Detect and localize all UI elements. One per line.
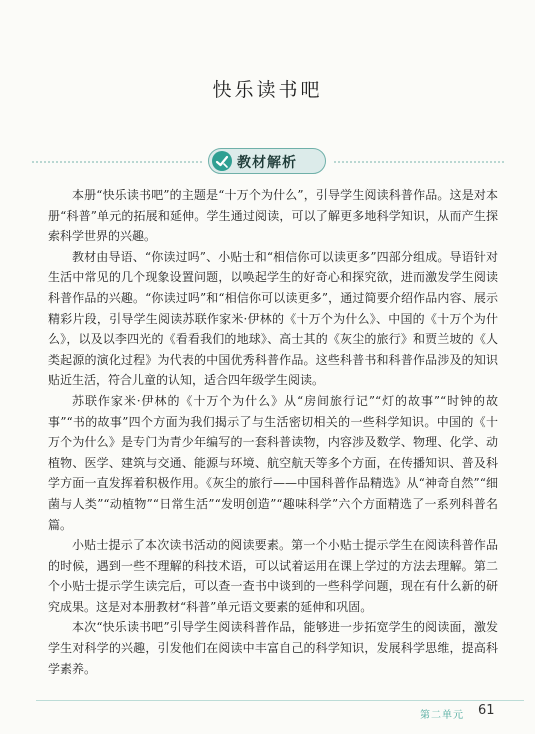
paragraph-4: 小贴士提示了本次读书活动的阅读要素。第一个小贴士提示学生在阅读科普作品的时候，遇到一些不理解的科技术语，可以试着运用在课上学过的方法去理解。第二个小贴士提示学生读完后，可以查一查书中谈到的一些科学问题，现在有什么新的研究成果。这是对本册教材“科普”单元语文要素的延伸和巩固。 (48, 538, 498, 614)
paragraph-1: 本册“快乐读书吧”的主题是“十万个为什么”，引导学生阅读科普作品。这是对本册“科普”单元的拓展和延伸。学生通过阅读，可以了解更多地科学知识，从而产生探索科学世界的兴趣。 (48, 188, 498, 244)
page-title: 快乐读书吧 (212, 79, 323, 101)
paragraph-5: 本次“快乐读书吧”引导学生阅读科普作品，能够进一步拓宽学生的阅读面，激发学生对科学的兴趣，引发他们在阅读中丰富自己的科学知识，发展科学思维，提高科学素养。 (48, 620, 498, 676)
body-text (48, 185, 498, 679)
pencil-check-icon (212, 151, 232, 171)
dotted-divider-right (334, 161, 504, 163)
section-header (32, 148, 504, 176)
dotted-divider-left (32, 161, 202, 163)
section-label: 教材解析 (237, 155, 297, 171)
section-label-pill (208, 148, 326, 174)
page-number: 61 (478, 703, 495, 718)
paragraph-3: 苏联作家米·伊林的《十万个为什么》从“房间旅行记”“灯的故事”“时钟的故事”“书的故事”四个方面为我们揭示了与生活密切相关的一些科学知识。中国的《十万个为什么》是专门为青少年编写的一套科普读物，内容涉及数学、物理、化学、动植物、医学、建筑与交通、能源与环境、航空航天等多个方面，在传播知识、普及科学方面一直发挥着积极作用。《灰尘的旅行——中国科普作品精选》从“神奇自然”“细菌与人类”“动植物”“日常生活”“发明创造”“趣味科学”六个方面精选了一系列科普名篇。 (48, 393, 498, 532)
footer-divider (36, 700, 524, 701)
paragraph-2: 教材由导语、“你读过吗”、小贴士和“相信你可以读更多”四部分组成。导语针对生活中常见的几个现象设置问题，以唤起学生的好奇心和探究欲，进而激发学生阅读科普作品的兴趣。“你读过吗”和“相信你可以读更多”，通过简要介绍作品内容、展示精彩片段，引导学生阅读苏联作家米·伊林的《十万个为什么》、中国的《十万个为什么》，以及以李四光的《看看我们的地球》、高士其的《灰尘的旅行》和贾兰坡的《人类起源的演化过程》为代表的中国优秀科普作品。这些科普书和科普作品涉及的知识贴近生活，符合儿童的认知，适合四年级学生阅读。 (48, 249, 498, 388)
footer-unit-label: 第二单元 (420, 710, 464, 721)
